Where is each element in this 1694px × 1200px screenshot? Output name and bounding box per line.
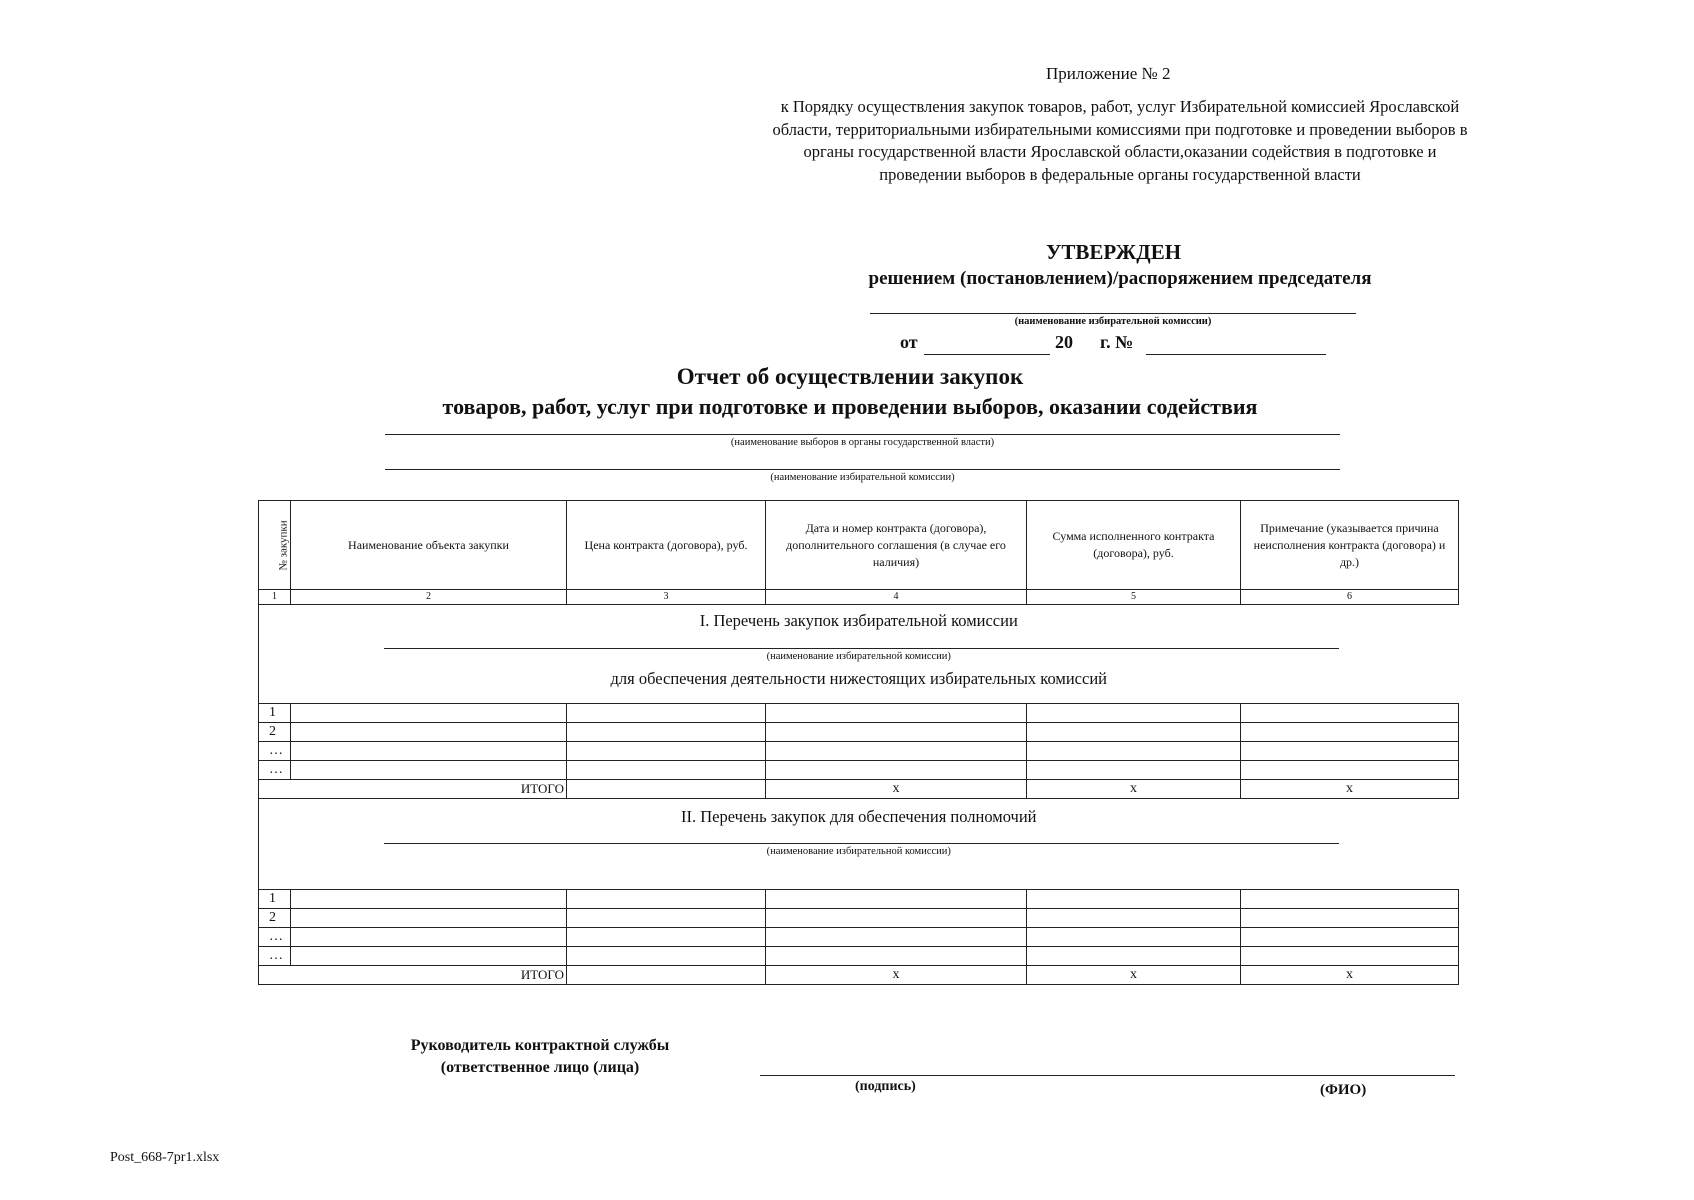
header-contract-price: Цена контракта (договора), руб. <box>567 501 766 590</box>
table-header-row <box>259 501 1459 590</box>
cell-price <box>567 947 766 966</box>
row-number: … <box>259 761 291 780</box>
cell-note <box>1241 761 1459 780</box>
row-number: … <box>259 947 291 966</box>
section-1-commission-line <box>384 648 1339 649</box>
column-number: 2 <box>291 590 567 605</box>
file-name: Post_668-7pr1.xlsx <box>110 1150 220 1165</box>
date-from-label: от <box>900 332 918 352</box>
column-number: 6 <box>1241 590 1459 605</box>
row-number: 2 <box>259 909 291 928</box>
commission-name-line <box>385 469 1340 470</box>
header-object-name: Наименование объекта закупки <box>291 501 567 590</box>
number-label: г. № <box>1100 332 1134 352</box>
column-number: 5 <box>1027 590 1241 605</box>
elections-name-caption: (наименование выборов в органы государственной власти) <box>730 437 995 448</box>
head-title-line2: (ответственное лицо (лица) <box>440 1059 640 1076</box>
section-2-title: II. Перечень закупок для обеспечения полномочий <box>681 807 1037 826</box>
report-title-line2: товаров, работ, услуг при подготовке и проведении выборов, оказании содействия <box>442 394 1258 419</box>
cell-price <box>567 704 766 723</box>
table-row <box>259 723 1459 742</box>
cell-note <box>1241 742 1459 761</box>
commission-name-caption: (наименование избирательной комиссии) <box>770 472 955 483</box>
date-blank <box>924 354 1050 355</box>
appendix-number: Приложение № 2 <box>1046 64 1171 83</box>
cell-date <box>766 928 1027 947</box>
section-1-subtitle: для обеспечения деятельности нижестоящих избирательных комиссий <box>610 669 1107 688</box>
column-number: 4 <box>766 590 1027 605</box>
appendix-text: к Порядку осуществления закупок товаров, работ, услуг Избирательной комиссией Ярославской области, территориальными избирательными комиссиями при подготовке и проведении выборов в органы государственной власти Ярославской области,оказании содействия в подготовке и проведении выборов в федеральные органы государственной власти <box>772 97 1468 184</box>
total-label: ИТОГО <box>259 780 567 799</box>
cell-price <box>567 909 766 928</box>
cell-note <box>1241 890 1459 909</box>
cell-price <box>567 742 766 761</box>
cell-object <box>291 909 567 928</box>
cell-date <box>766 947 1027 966</box>
cell-sum <box>1027 761 1241 780</box>
cell-object <box>291 928 567 947</box>
table-row <box>259 909 1459 928</box>
cell-price <box>567 761 766 780</box>
total-price <box>567 780 766 799</box>
table-row <box>259 742 1459 761</box>
total-label: ИТОГО <box>259 966 567 985</box>
cell-sum <box>1027 909 1241 928</box>
approval-commission-line <box>870 313 1356 314</box>
total-mark: x <box>1027 966 1241 985</box>
fio-label: (ФИО) <box>1320 1082 1367 1098</box>
cell-note <box>1241 704 1459 723</box>
section-1-caption: (наименование избирательной комиссии) <box>766 651 951 662</box>
table-row <box>259 890 1459 909</box>
approved-by: решением (постановлением)/распоряжением председателя <box>868 268 1372 289</box>
total-mark: x <box>766 780 1027 799</box>
cell-sum <box>1027 890 1241 909</box>
cell-note <box>1241 928 1459 947</box>
header-procurement-no: № закупки <box>259 501 291 590</box>
total-mark: x <box>1241 780 1459 799</box>
section-1-total-row <box>259 780 1459 799</box>
cell-price <box>567 928 766 947</box>
section-2-commission-line <box>384 843 1339 844</box>
cell-sum <box>1027 704 1241 723</box>
report-title-line1: Отчет об осуществлении закупок <box>676 364 1024 389</box>
total-mark: x <box>1027 780 1241 799</box>
cell-sum <box>1027 742 1241 761</box>
number-blank <box>1146 354 1326 355</box>
elections-name-line <box>385 434 1340 435</box>
total-price <box>567 966 766 985</box>
row-number: … <box>259 742 291 761</box>
year-prefix: 20 <box>1055 332 1073 352</box>
table-row <box>259 928 1459 947</box>
section-1-header <box>259 605 1459 704</box>
cell-date <box>766 704 1027 723</box>
signature-label: (подпись) <box>855 1079 916 1094</box>
approval-date-line <box>900 332 1400 358</box>
cell-sum <box>1027 723 1241 742</box>
cell-object <box>291 723 567 742</box>
header-note: Примечание (указывается причина неисполнения контракта (договора) и др.) <box>1241 501 1459 590</box>
row-number: 1 <box>259 890 291 909</box>
cell-sum <box>1027 928 1241 947</box>
row-number: 1 <box>259 704 291 723</box>
cell-object <box>291 704 567 723</box>
cell-date <box>766 909 1027 928</box>
procurement-report-table <box>258 500 1459 985</box>
cell-object <box>291 742 567 761</box>
signature-line <box>760 1075 1455 1076</box>
cell-date <box>766 723 1027 742</box>
table-row <box>259 947 1459 966</box>
cell-object <box>291 890 567 909</box>
section-1-title: I. Перечень закупок избирательной комиссии <box>699 611 1018 630</box>
section-2-caption: (наименование избирательной комиссии) <box>766 846 951 857</box>
cell-price <box>567 723 766 742</box>
section-2-total-row <box>259 966 1459 985</box>
cell-price <box>567 890 766 909</box>
approval-commission-caption: (наименование избирательной комиссии) <box>1014 316 1212 327</box>
cell-note <box>1241 723 1459 742</box>
header-contract-date-number: Дата и номер контракта (договора), дополнительного соглашения (в случае его наличия) <box>766 501 1027 590</box>
header-executed-sum: Сумма исполненного контракта (договора), руб. <box>1027 501 1241 590</box>
cell-object <box>291 947 567 966</box>
contract-service-head <box>340 1035 740 1079</box>
cell-note <box>1241 909 1459 928</box>
total-mark: x <box>766 966 1027 985</box>
cell-object <box>291 761 567 780</box>
row-number: … <box>259 928 291 947</box>
column-number: 3 <box>567 590 766 605</box>
column-number-row <box>259 590 1459 605</box>
table-row <box>259 704 1459 723</box>
table-row <box>259 761 1459 780</box>
cell-date <box>766 890 1027 909</box>
row-number: 2 <box>259 723 291 742</box>
section-2-header <box>259 799 1459 890</box>
cell-date <box>766 761 1027 780</box>
total-mark: x <box>1241 966 1459 985</box>
cell-date <box>766 742 1027 761</box>
head-title-line1: Руководитель контрактной службы <box>410 1037 670 1054</box>
approved-title: УТВЕРЖДЕН <box>1046 240 1182 264</box>
cell-note <box>1241 947 1459 966</box>
cell-sum <box>1027 947 1241 966</box>
column-number: 1 <box>259 590 291 605</box>
